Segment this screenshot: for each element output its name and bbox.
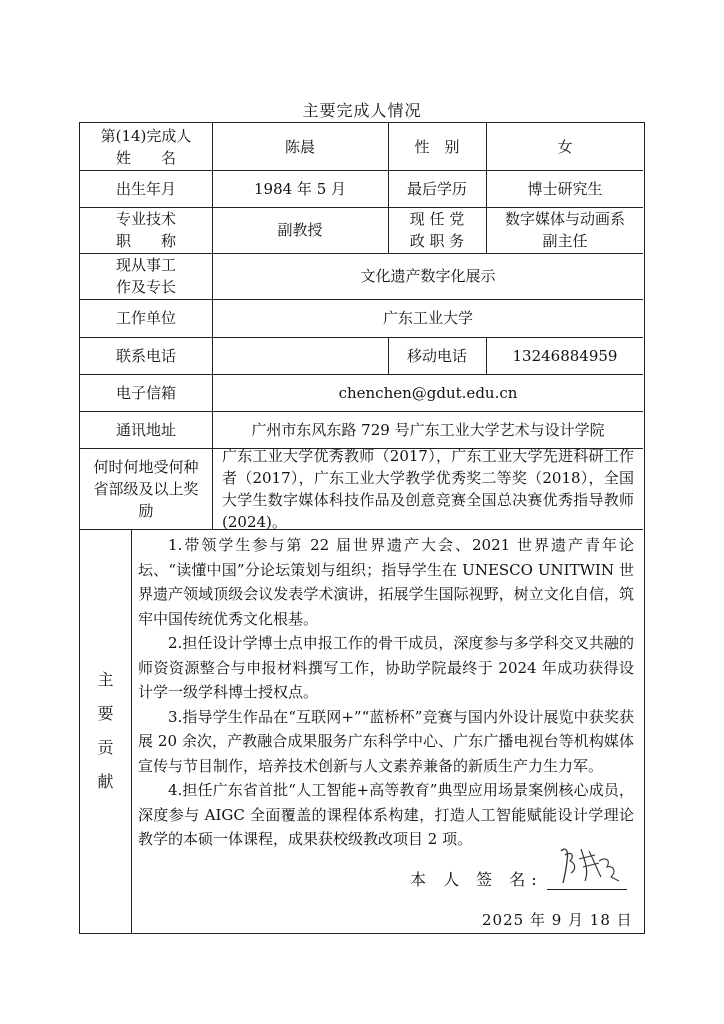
signature-line: [547, 863, 627, 890]
contribution-paragraph: 4.担任广东省首批“人工智能+高等教育”典型应用场景案例核心成员，深度参与 AIGC 全面覆盖的课程体系构建，打造人工智能赋能设计学理论教学的本硕一体课程，成果获校级教改项目 2 项。: [138, 781, 634, 848]
mobile-value: 13246884959: [512, 346, 618, 365]
contribution-paragraph: 3.指导学生作品在“互联网+”“蓝桥杯”竞赛与国内外设计展览中获奖获展 20 余次，产教融合成果服务广东科学中心、广东广播电视台等机构媒体宣传与节目制作，培养技术创新与人文素养兼备的新质生产力生力军。: [138, 707, 634, 775]
work-label-line2: 作及专长: [115, 278, 176, 296]
post-value: [486, 207, 644, 253]
contribution-label-char: 要: [97, 704, 114, 723]
info-table: [79, 122, 645, 934]
awards-label-line1: 何时何地受何种: [93, 457, 199, 476]
awards-label-line2: 省部级及以上奖: [93, 479, 199, 498]
name-value: 陈晨: [284, 137, 315, 156]
contribution-label: [80, 529, 131, 933]
name-label-line1: 第(14)完成人: [100, 126, 192, 145]
signature-label: 本 人 签 名:: [410, 870, 543, 889]
name-label-line2: 姓 名: [115, 148, 176, 167]
contribution-paragraph: 2.担任设计学博士点申报工作的骨干成员，深度参与多学科交叉共融的师资资源整合与申报材料撰写工作，协助学院最终于 2024 年成功获得设计学一级学科博士授权点。: [138, 634, 634, 701]
work-value: 文化遗产数字化展示: [360, 267, 496, 285]
post-value-line2: 副主任: [542, 232, 588, 250]
title-label-line1: 专业技术: [115, 210, 176, 228]
name-label: [80, 123, 212, 170]
work-label: [80, 253, 212, 299]
awards-label-line3: 励: [138, 501, 154, 520]
signature-row: [410, 863, 627, 890]
handwritten-signature: [555, 841, 625, 885]
contribution-label-char: 献: [97, 772, 114, 791]
contribution-label-char: 主: [97, 670, 114, 689]
phone-label: 联系电话: [115, 346, 176, 365]
page-title: 主要完成人情况: [302, 101, 422, 120]
gender-label: 性 别: [414, 137, 460, 156]
email-label: 电子信箱: [115, 383, 176, 402]
title-label: [80, 207, 212, 253]
address-value: 广州市东风东路 729 号广东工业大学艺术与设计学院: [251, 420, 605, 439]
unit-value: 广东工业大学: [382, 309, 473, 327]
post-label: [388, 207, 486, 253]
sign-date: 2025 年 9 月 18 日: [482, 911, 633, 929]
title-label-line2: 职 称: [115, 232, 176, 250]
phone-value: [212, 337, 388, 374]
contribution-paragraph: 1.带领学生参与第 22 届世界遗产大会、2021 世界遗产青年论坛、“读懂中国”分论坛策划与组织；指导学生在 UNESCO UNITWIN 世界遗产领域顶级会议发表学术演讲，拓展学生国际视野，树立文化自信，筑牢中国传统优秀文化根基。: [138, 536, 634, 628]
education-label: 最后学历: [406, 179, 467, 198]
title-value: 副教授: [277, 221, 323, 239]
contribution-label-char: 贡: [97, 738, 114, 757]
gender-value: 女: [557, 137, 573, 156]
birth-label: 出生年月: [115, 179, 176, 198]
awards-label: [80, 448, 212, 529]
birth-value: 1984 年 5 月: [253, 179, 347, 198]
post-label-line2: 政 职 务: [409, 232, 465, 250]
address-label: 通讯地址: [115, 420, 176, 439]
post-label-line1: 现 任 党: [409, 210, 465, 228]
contribution-text: [132, 533, 642, 852]
work-label-line1: 现从事工: [115, 256, 176, 274]
awards-value: 广东工业大学优秀教师（2017），广东工业大学先进科研工作者（2017），广东工业大学教学优秀奖二等奖（2018），全国大学生数字媒体科技作品及创意竞赛全国总决赛优秀指导教师(2024)。: [222, 446, 634, 531]
unit-label: 工作单位: [115, 309, 176, 327]
email-value: chenchen@gdut.edu.cn: [338, 383, 518, 402]
education-value: 博士研究生: [527, 179, 603, 198]
mobile-label: 移动电话: [406, 346, 467, 365]
post-value-line1: 数字媒体与动画系: [504, 210, 625, 228]
